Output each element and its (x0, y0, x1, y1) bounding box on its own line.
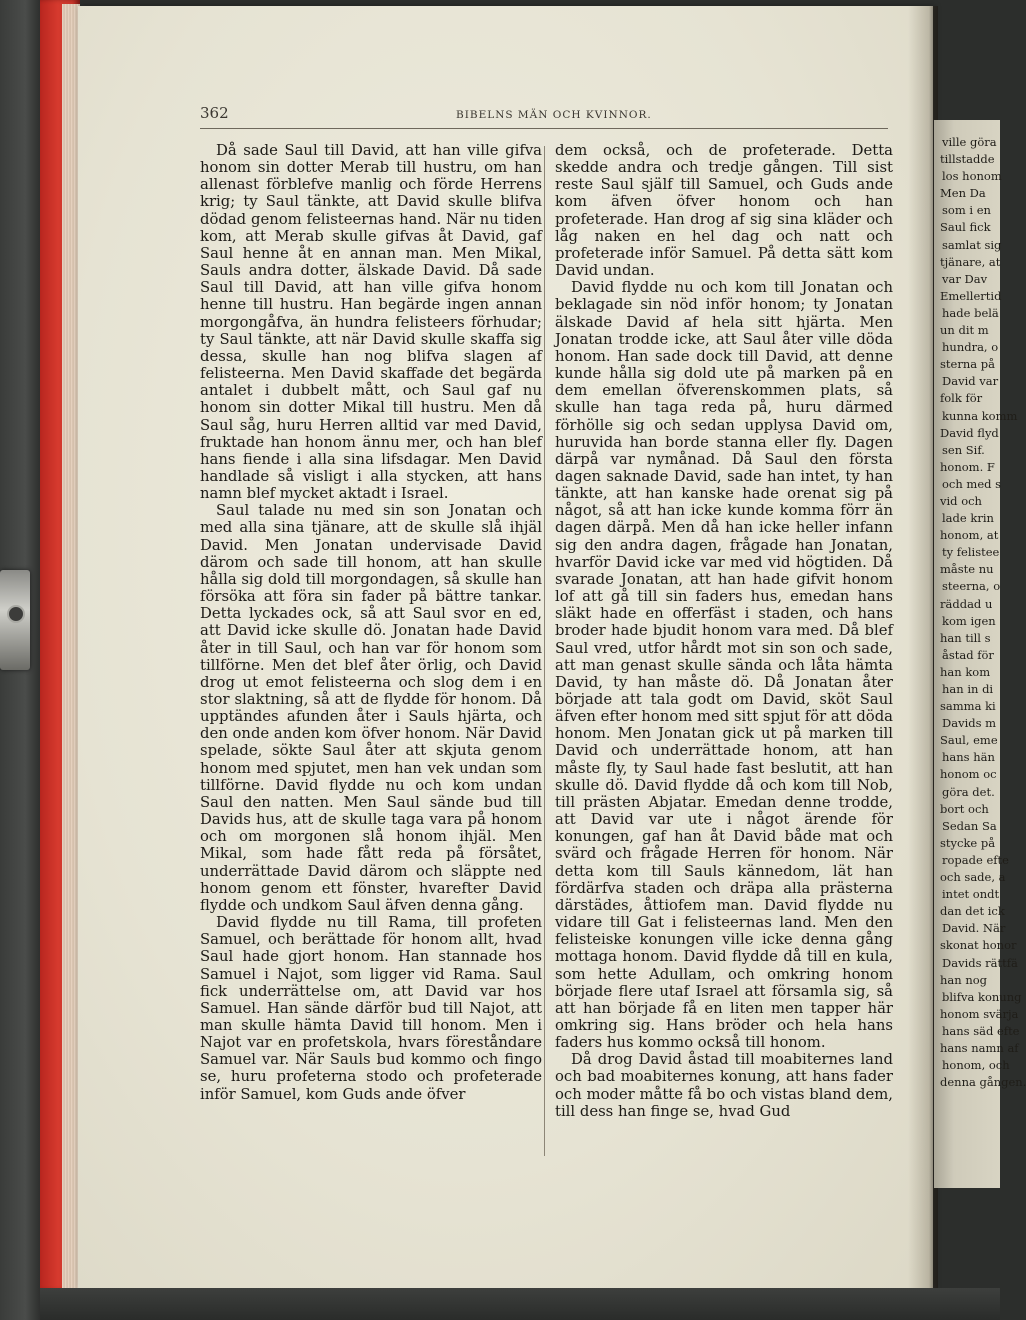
facing-page-line: kunna komm (942, 408, 1018, 423)
facing-page-line: hans hän (942, 750, 995, 765)
facing-page-line: honom, och (942, 1058, 1010, 1073)
page-header (200, 104, 890, 128)
page-number: 362 (200, 104, 229, 122)
facing-page-line: och sade, a (940, 870, 1006, 885)
facing-page-line: David var (942, 374, 999, 389)
paragraph: David flydde nu och kom till Jonatan och beklagade sin nöd inför honom; ty Jonatan älskade David af hela sitt hjärta. Men Jonatan trodde icke, att Saul åter ville döda honom. Han sade dock till David, att denne kunde hålla sig dold ute på marken på en dem emellan öfverenskommen plats, så skulle han taga reda på, huru därmed förhölle sig och sedan upplysa David om, huruvida han borde stanna eller fly. Dagen därpå var nymånad. Då Saul den första dagen saknade David, sade han intet, ty han tänkte, att han kanske hade orenat sig på något, så att han icke kunde komma förr än dagen därpå. Men då han icke heller infann sig den andra dagen, frågade han Jonatan, hvarför David icke var med vid högtiden. Då svarade Jonatan, att han hade gifvit honom lof att gå till sin faders hus, emedan hans släkt hade en offerfäst i staden, och hans broder hade bjudit honom vara med. Då blef Saul vred, utfor hårdt mot sin son och sade, att man genast skulle sända och låta hämta David, ty han måste dö. Då Jonatan åter började att tala godt om David, sköt Saul äfven efter honom med sitt spjut för att döda honom. Men Jonatan gick ut på marken till David och underrättade honom, att han måste fly, ty Saul hade fast beslutit, att han skulle dö. David flydde då och kom till Nob, till prästen Abjatar. Emedan denne trodde, att David var ute i något ärende för konungen, gaf han åt David både mat och svärd och frågade Herren för honom. När detta kom till Sauls kännedom, lät han fördärfva staden och dräpa alla prästerna därstädes, åttiofem man. David flydde nu vidare till Gat i felisteernas land. Men den felisteiske konungen ville icke denna gång mottaga honom. David flydde då till en kula, som hette Adullam, och omkring honom började flere utaf Israel att församla sig, så att han började få en liten men tapper här omkring sig. Hans bröder och hela hans faders hus kommo också till honom. (555, 279, 893, 1052)
facing-page-line: intet ondt (942, 887, 1000, 902)
facing-page-text (940, 134, 1026, 1184)
column-divider (544, 146, 545, 1156)
facing-page-line: han nog (940, 972, 988, 987)
facing-page-line: un dit m (940, 323, 989, 338)
clip-hole (7, 605, 25, 623)
facing-page-line: ty felistee (942, 545, 1000, 560)
facing-page-line: Davids m (942, 716, 997, 731)
facing-page-line: Emellertid (940, 288, 1002, 303)
facing-page-line: honom, at (940, 528, 999, 543)
facing-page-line: som i en (942, 203, 991, 218)
paragraph: Saul talade nu med sin son Jonatan och med alla sina tjänare, att de skulle slå ihjäl David. Men Jonatan undervisade David därom och sade till honom, att han skulle hålla sig dold till morgondagen, så skulle han försöka att föra sin fader på bättre tankar. Detta lyckades ock, så att Saul svor en ed, att David icke skulle dö. Jonatan hade David åter in till Saul, och han var för honom som tillförne. Men det blef åter örlig, och David drog ut emot felisteerna och slog dem i en stor slaktning, så att de flydde för honom. Då upptändes afunden åter i Sauls hjärta, och den onde anden kom öfver honom. När David spelade, sökte Saul åter att skjuta genom honom med spjutet, men han vek undan som tillförne. David flydde nu och kom undan Saul den natten. Men Saul sände bud till Davids hus, att de skulle taga vara på honom och om morgonen slå honom ihjäl. Men Mikal, som hade fått reda på försåtet, underrättade David därom och släppte ned honom genom ett fönster, hvarefter David flydde och undkom Saul äfven denna gång. (200, 502, 542, 914)
facing-page-line: blifva konung (942, 989, 1022, 1004)
facing-page-line: räddad u (940, 596, 993, 611)
facing-page-line: var Dav (942, 271, 988, 286)
paragraph: dem också, och de profeterade. Detta skedde andra och tredje gången. Till sist reste Saul själf till Samuel, och Guds ande kom äfven öfver honom och han profeterade. Han drog af sig sina kläder och låg naken en hel dag och natt och profeterade inför Samuel. På detta sätt kom David undan. (555, 142, 893, 280)
facing-page-line: Davids rättfä (942, 955, 1018, 970)
facing-page-line: stycke på (940, 835, 996, 850)
facing-page-line: han kom (940, 664, 991, 679)
facing-page-line: lade krin (942, 511, 994, 526)
running-title: BIBELNS MÄN OCH KVINNOR. (456, 109, 652, 121)
facing-page-line: tillstadde (940, 152, 995, 167)
facing-page-line: han in di (942, 682, 994, 696)
facing-page-line: skonat honor (940, 938, 1017, 953)
facing-page-line: och med s (942, 476, 1002, 491)
facing-page-line: bort och (940, 801, 989, 816)
header-rule (200, 128, 888, 129)
facing-page-line: vid och (940, 493, 982, 508)
binder-clip (0, 570, 30, 670)
facing-page-line: David flyd (940, 425, 999, 440)
facing-page-line: hade belä (942, 305, 999, 320)
facing-page-line: honom. F (940, 459, 995, 474)
facing-page-line: dan det ick (940, 904, 1005, 919)
facing-page-line: göra det. (942, 784, 995, 799)
facing-page-line: Men Da (940, 186, 986, 201)
facing-page-line: ropade efte (942, 852, 1009, 867)
facing-page-line: hans säd efte (942, 1023, 1020, 1038)
facing-page-line: hans namn af (940, 1040, 1019, 1055)
paragraph: Då drog David åstad till moabiternes land och bad moabiternes konung, att hans fader och moder måtte få bo och vistas bland dem, till dess han finge se, hvad Gud (555, 1051, 893, 1120)
facing-page-line: Sedan Sa (942, 818, 997, 833)
facing-page-line: måste nu (940, 562, 994, 577)
paragraph: Då sade Saul till David, att han ville gifva honom sin dotter Merab till hustru, om han allenast förblefve manlig och förde Herrens krig; ty Saul tänkte, att David skulle blifva dödad genom felisteernas hand. När nu tiden kom, att Merab skulle gifvas åt David, gaf Saul henne åt en annan man. Men Mikal, Sauls andra dotter, älskade David. Då sade Saul till David, att han ville gifva honom henne till hustru. Han begärde ingen annan morgongåfva, än hundra felisteers förhudar; ty Saul tänkte, att när David skulle skaffa sig dessa, skulle han nog blifva slagen af felisteerna. Men David skaffade det begärda antalet i dubbelt mått, och Saul gaf nu honom sin dotter Mikal till hustru. Men då Saul såg, huru Herren alltid var med David, fruktade han honom ännu mer, och han blef hans fiende i alla sina lifsdagar. Men David handlade så visligt i alla stycken, att hans namn blef mycket aktadt i Israel. (200, 142, 542, 503)
facing-page-line: ville göra (942, 135, 997, 149)
facing-page-line: samma ki (940, 699, 996, 714)
facing-page-line: honom svärja (940, 1006, 1019, 1021)
paragraph: David flydde nu till Rama, till profeten Samuel, och berättade för honom allt, hvad Saul hade gjort honom. Han stannade hos Samuel i Najot, som ligger vid Rama. Saul fick underrättelse om, att David var hos Samuel. Han sände därför bud till Najot, att man skulle hämta David till honom. Men i Najot var en profetskola, hvars föreståndare Samuel var. När Sauls bud kommo och fingo se, huru profeterna stodo och profeterade inför Samuel, kom Guds ande öfver (200, 914, 542, 1103)
bottom-surface (40, 1288, 1000, 1320)
facing-page-line: Saul fick (940, 220, 991, 235)
text-column-left (200, 142, 542, 1103)
text-column-right (555, 142, 893, 1120)
facing-page-line: David. När (942, 921, 1006, 936)
facing-page-line: kom igen (942, 613, 996, 628)
facing-page-line: samlat sig (942, 237, 1002, 252)
facing-page-line: folk för (940, 391, 983, 406)
facing-page-line: tjänare, at (940, 254, 1001, 269)
facing-page-line: denna gången. (940, 1075, 1026, 1090)
facing-page-line: hundra, o (942, 340, 999, 355)
facing-page-line: åstad för (942, 647, 994, 662)
facing-page-line: steerna, o (942, 579, 1001, 594)
facing-page-line: honom oc (940, 767, 997, 782)
facing-page-line: sen Sif. (942, 442, 985, 457)
facing-page-line: los honom (942, 169, 1002, 184)
facing-page-line: sterna på (940, 357, 995, 372)
facing-page-line: han till s (940, 630, 991, 645)
facing-page-line: Saul, eme (940, 733, 998, 748)
